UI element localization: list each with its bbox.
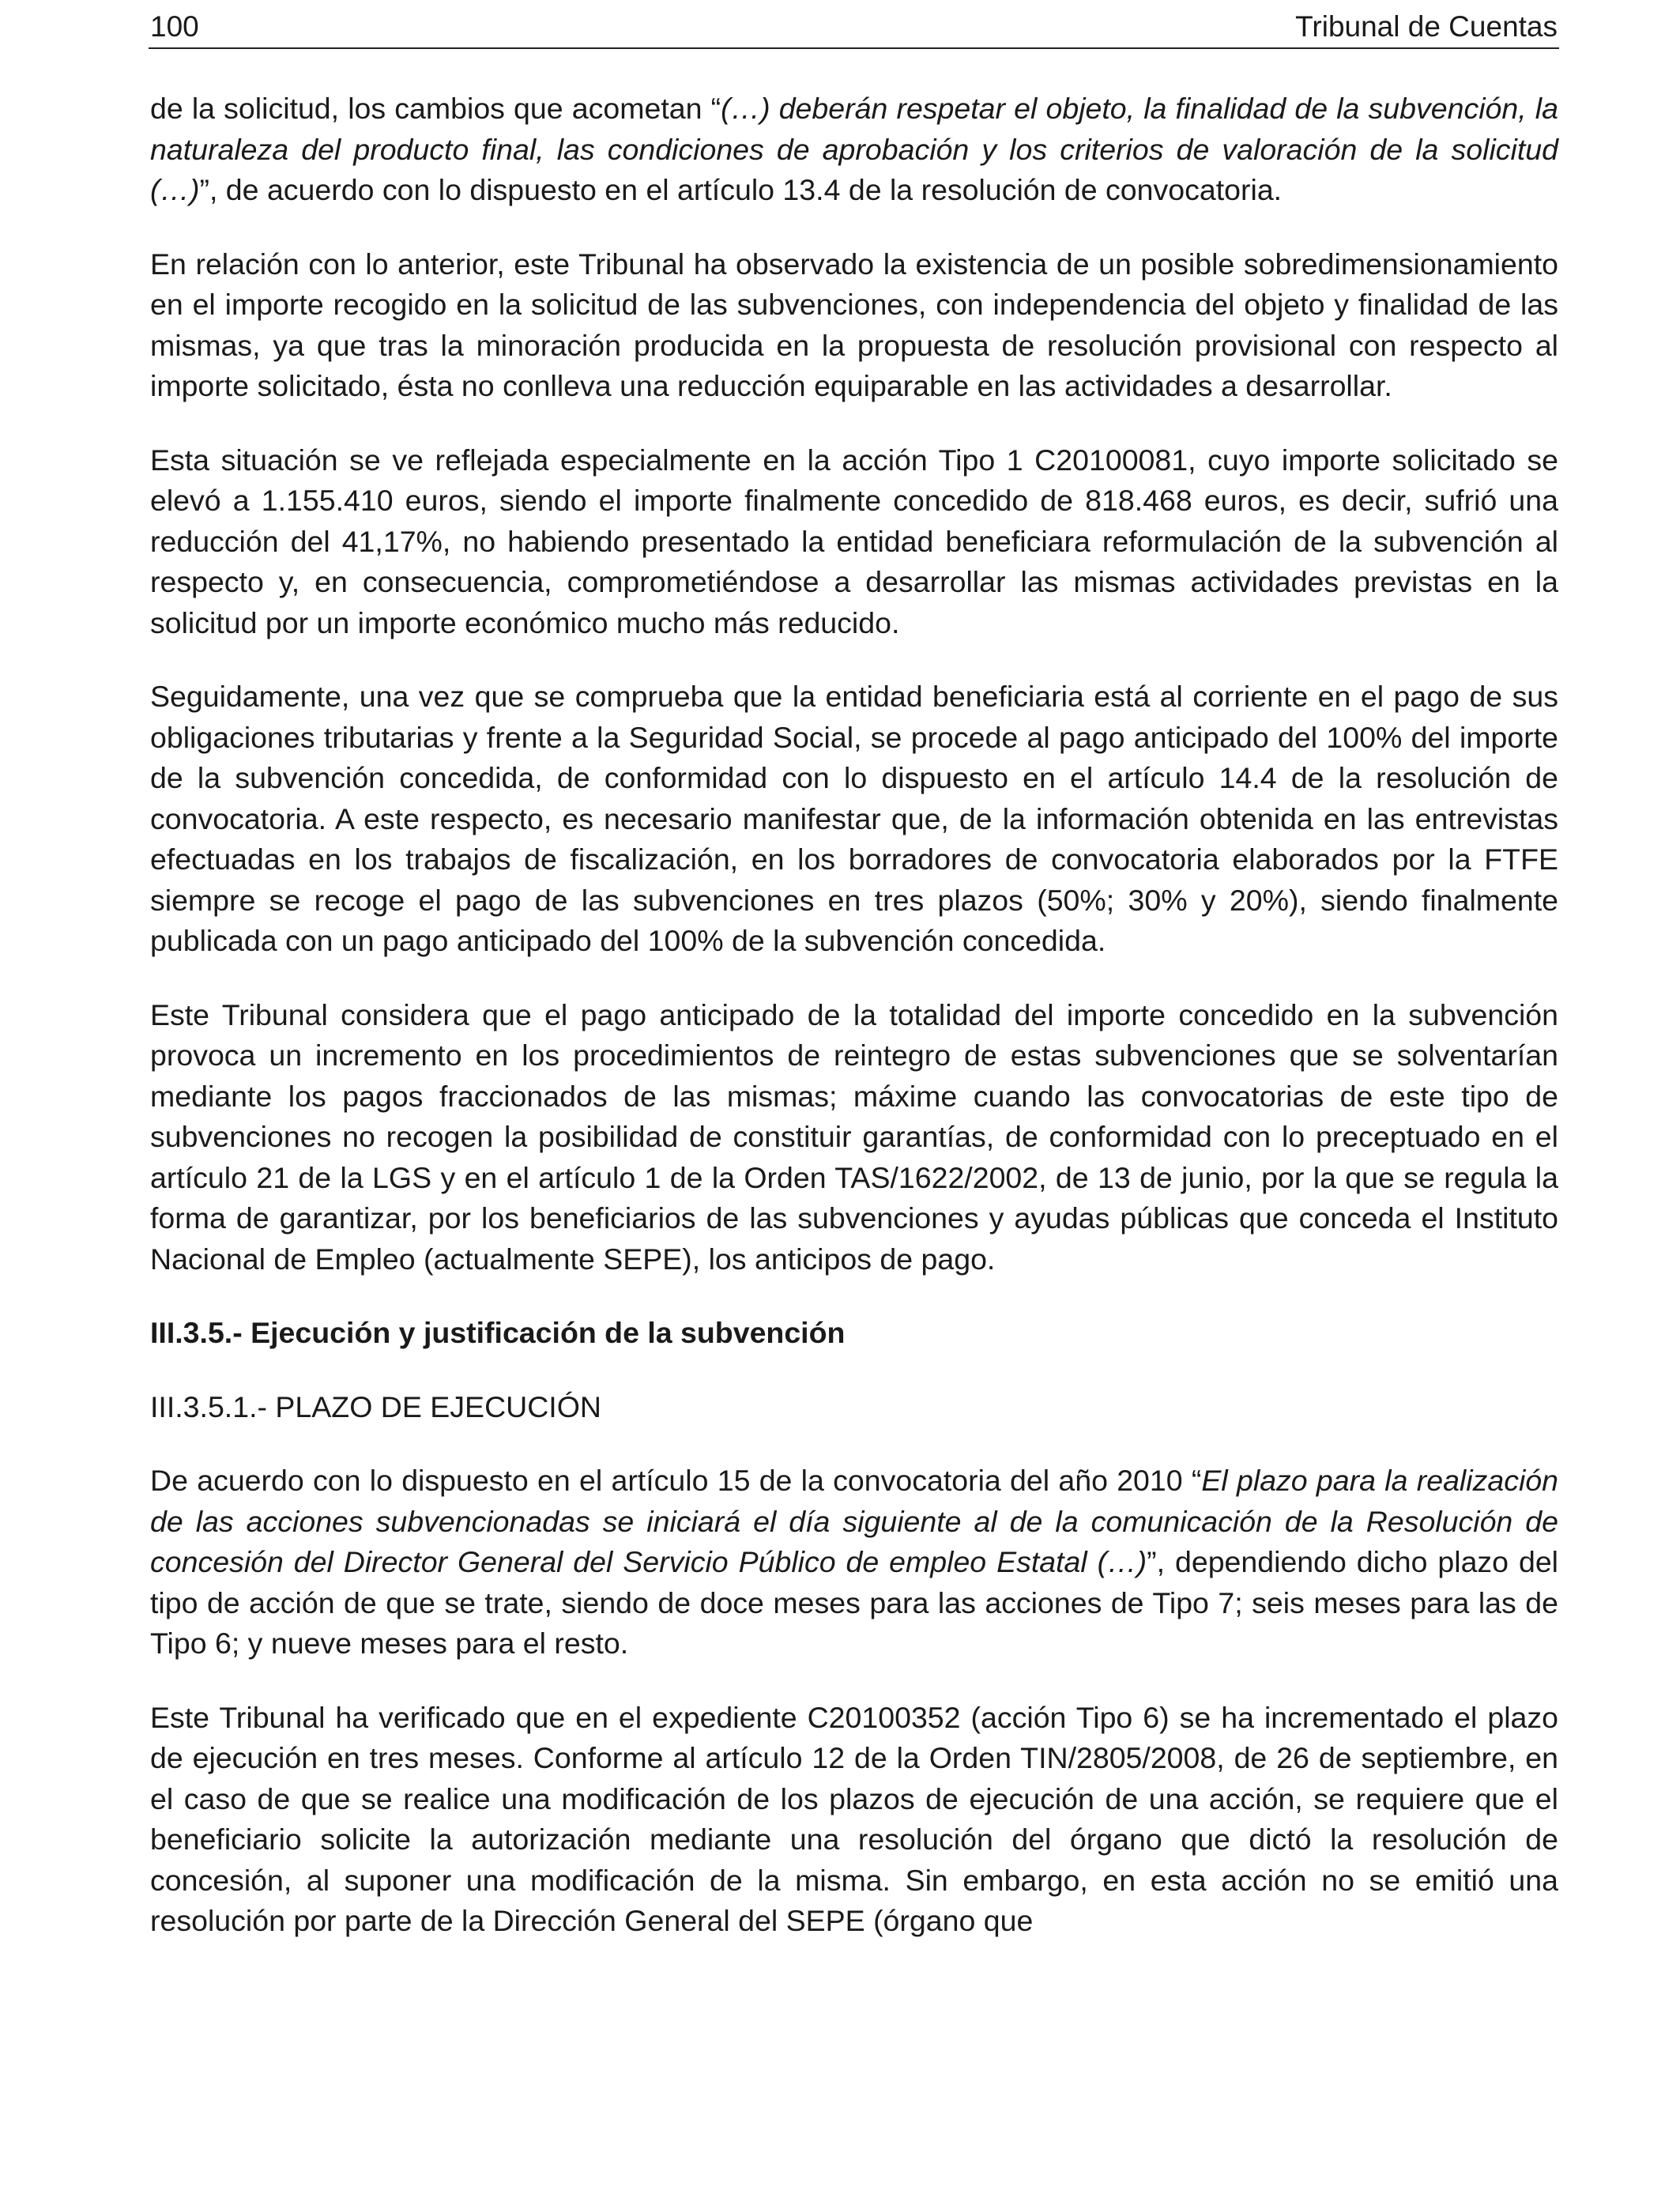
paragraph-1-text-a: de la solicitud, los cambios que acometan “ <box>150 92 721 125</box>
paragraph-4: Seguidamente, una vez que se comprueba que la entidad beneficiaria está al corriente en el pago de sus obligaciones tributarias y frente a la Seguridad Social, se procede al pago anticipado del 100% del importe de la subvención concedida, de conformidad con lo dispuesto en el artículo 14.4 de la resolución de convocatoria. A este respecto, es necesario manifestar que, de la información obtenida en las entrevistas efectuadas en los trabajos de fiscalización, en los borradores de convocatoria elaborados por la FTFE siempre se recoge el pago de las subvenciones en tres plazos (50%; 30% y 20%), siendo finalmente publicada con un pago anticipado del 100% de la subvención concedida. <box>150 680 1558 957</box>
subsection-heading: III.3.5.1.- PLAZO DE EJECUCIÓN <box>150 1389 601 1423</box>
paragraph-5: Este Tribunal considera que el pago anticipado de la totalidad del importe concedido en la subvención provoca un incremento en los procedimientos de reintegro de estas subvenciones que se solventarían mediante los pagos fraccionados de las mismas; máxime cuando las convocatorias de este tipo de subvenciones no recogen la posibilidad de constituir garantías, de conformidad con lo preceptuado en el artículo 21 de la LGS y en el artículo 1 de la Orden TAS/1622/2002, de 13 de junio, por la que se regula la forma de garantizar, por los beneficiarios de las subvenciones y ayudas públicas que conceda el Instituto Nacional de Empleo (actualmente SEPE), los anticipos de pago. <box>150 997 1558 1276</box>
paragraph-1-quote: (…) deberán respetar el objeto, la finalidad de la subvención, la naturaleza del producto final, las condiciones de aprobación y los criterios de valoración de la solicitud (…) <box>150 92 1558 206</box>
page-header <box>149 8 1559 49</box>
paragraph-1 <box>150 89 1558 211</box>
document-body <box>150 89 1558 1942</box>
paragraph-6-text-a: De acuerdo con lo dispuesto en el artículo 15 de la convocatoria del año 2010 “ <box>150 1464 1202 1497</box>
section-heading: III.3.5.- Ejecución y justificación de la subvención <box>150 1316 846 1349</box>
paragraph-6 <box>150 1461 1558 1664</box>
paragraph-7: Este Tribunal ha verificado que en el expediente C20100352 (acción Tipo 6) se ha incrementado el plazo de ejecución en tres meses. Conforme al artículo 12 de la Orden TIN/2805/2008, de 26 de septiembre, en el caso de que se realice una modificación de los plazos de ejecución de una acción, se requiere que el beneficiario solicite la autorización mediante una resolución del órgano que dictó la resolución de concesión, al suponer una modificación de la misma. Sin embargo, en esta acción no se emitió una resolución por parte de la Dirección General del SEPE (órgano que <box>150 1700 1558 1937</box>
paragraph-3: Esta situación se ve reflejada especialmente en la acción Tipo 1 C20100081, cuyo importe solicitado se elevó a 1.155.410 euros, siendo el importe finalmente concedido de 818.468 euros, es decir, sufrió una reducción del 41,17%, no habiendo presentado la entidad beneficiara reformulación de la subvención al respecto y, en consecuencia, comprometiéndose a desarrollar las mismas actividades previstas en la solicitud por un importe económico mucho más reducido. <box>150 443 1558 639</box>
paragraph-2: En relación con lo anterior, este Tribunal ha observado la existencia de un posible sobredimensionamiento en el importe recogido en la solicitud de las subvenciones, con independencia del objeto y finalidad de las mismas, ya que tras la minoración producida en la propuesta de resolución provisional con respecto al importe solicitado, ésta no conlleva una reducción equiparable en las actividades a desarrollar. <box>150 247 1558 402</box>
page-number: 100 <box>150 10 199 43</box>
paragraph-6-quote: El plazo para la realización de las acciones subvencionadas se iniciará el día siguiente al de la comunicación de la Resolución de concesión del Director General del Servicio Público de empleo Estatal (…) <box>150 1464 1558 1578</box>
running-title: Tribunal de Cuentas <box>1295 10 1558 43</box>
paragraph-6-text-c: ”, dependiendo dicho plazo del tipo de acción de que se trate, siendo de doce meses para las acciones de Tipo 7; seis meses para las de Tipo 6; y nueve meses para el resto. <box>150 1545 1559 1660</box>
paragraph-1-text-c: ”, de acuerdo con lo dispuesto en el artículo 13.4 de la resolución de convocatoria. <box>199 173 1283 206</box>
